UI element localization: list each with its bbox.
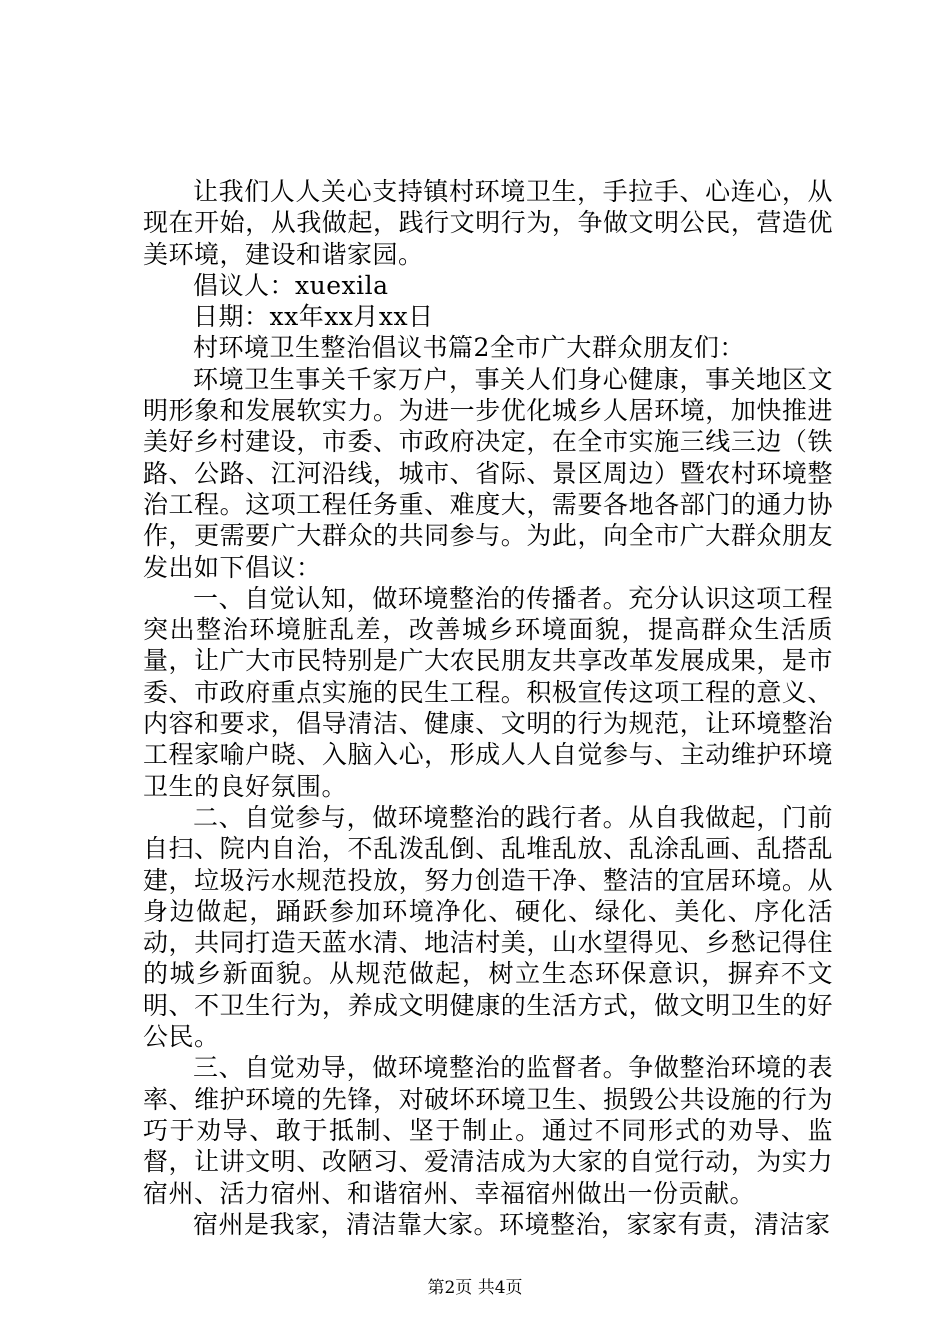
intro-paragraph: 环境卫生事关千家万户，事关人们身心健康，事关地区文明形象和发展软实力。为进一步优化城乡人居环境，加快推进美好乡村建设，市委、市政府决定，在全市实施三线三边（铁路、公路、江河沿线，城市、省际、景区周边）暨农村环境整治工程。这项工程任务重、难度大，需要各地各部门的通力协作，更需要广大群众的共同参与。为此，向全市广大群众朋友发出如下倡议： [143,364,833,582]
document-body [143,176,833,1240]
page-number-footer: 第2页 共4页 [427,1278,523,1298]
date-line: 日期：xx年xx月xx日 [193,302,434,332]
proposal-two-paragraph: 二、自觉参与，做环境整治的践行者。从自我做起，门前自扫、院内自治，不乱泼乱倒、乱堆乱放、乱涂乱画、乱搭乱建，垃圾污水规范投放，努力创造干净、整洁的宜居环境。从身边做起，踊跃参加环境净化、硬化、绿化、美化、序化活动，共同打造天蓝水清、地洁村美，山水望得见、乡愁记得住的城乡新面貌。从规范做起，树立生态环保意识，摒弃不文明、不卫生行为，养成文明健康的生活方式，做文明卫生的好公民。 [143,802,833,1052]
proposal-one-paragraph: 一、自觉认知，做环境整治的传播者。充分认识这项工程突出整治环境脏乱差，改善城乡环境面貌，提高群众生活质量，让广大市民特别是广大农民朋友共享改革发展成果，是市委、市政府重点实施的民生工程。积极宣传这项工程的意义、内容和要求，倡导清洁、健康、文明的行为规范，让环境整治工程家喻户晓、入脑入心，形成人人自觉参与、主动维护环境卫生的良好氛围。 [143,583,833,801]
closing-appeal-paragraph: 让我们人人关心支持镇村环境卫生，手拉手、心连心，从现在开始，从我做起，践行文明行为，争做文明公民，营造优美环境，建设和谐家园。 [143,177,833,269]
initiator-line: 倡议人：xuexila [193,270,389,300]
conclusion-paragraph: 宿州是我家，清洁靠大家。环境整治，家家有责，清洁家 [193,1209,831,1239]
section-heading-line: 村环境卫生整治倡议书篇2全市广大群众朋友们： [193,333,745,363]
proposal-three-paragraph: 三、自觉劝导，做环境整治的监督者。争做整治环境的表率、维护环境的先锋，对破坏环境卫生、损毁公共设施的行为巧于劝导、敢于抵制、坚于制止。通过不同形式的劝导、监督，让讲文明、改陋习、爱清洁成为大家的自觉行动，为实力宿州、活力宿州、和谐宿州、幸福宿州做出一份贡献。 [143,1053,833,1208]
